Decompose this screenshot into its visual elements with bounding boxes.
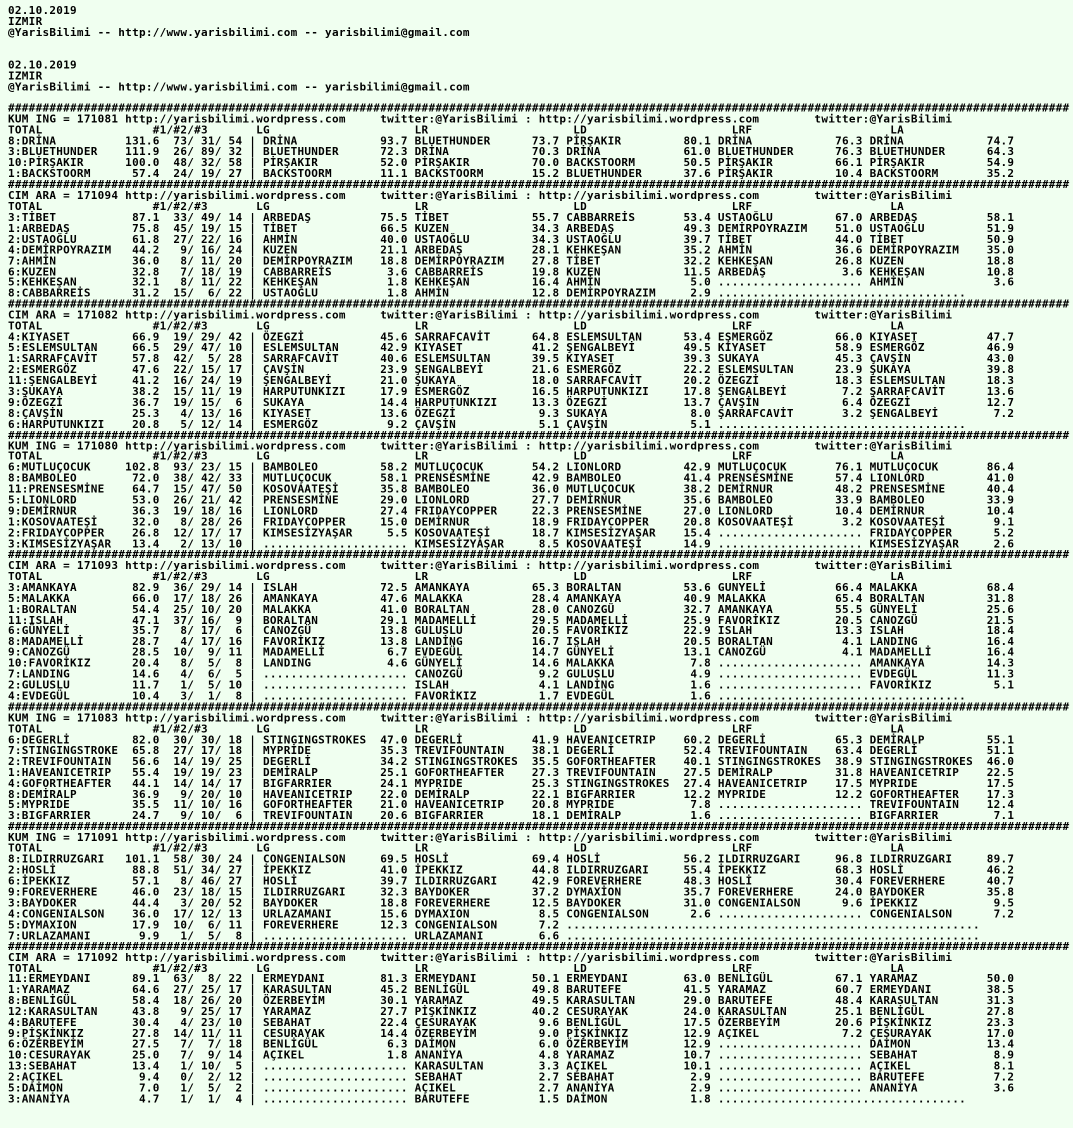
race-row: 2:FRIDAYCOPPER 26.8 12/ 17/ 17 | KIMSESİZYAŞAR 5.5 KOSOVAATEŞİ 18.7 KIMSESİZYAŞAR 15.4 ..................... FRIDAYCOPPER 5.2: [8, 526, 1015, 540]
race-title: CIM ARA = 171092 http://yarisbilimi.wordpress.com twitter:@YarisBilimi : http://yarisbilimi.wordpress.com twitter:@YarisBilimi: [8, 950, 953, 964]
race-title: CIM ARA = 171093 http://yarisbilimi.wordpress.com twitter:@YarisBilimi : http://yarisbilimi.wordpress.com twitter:@YarisBilimi: [8, 559, 953, 572]
column-header: TOTAL #1/#2/#3 LG LR LD LRF LA: [8, 841, 905, 855]
header-line: @YarisBilimi -- http://www.yarisbilimi.com -- yarisbilimi@gmail.com: [8, 80, 470, 94]
race-row: 1:YARAMAZ 64.6 27/ 25/ 17 | KARASULTAN 45.2 BENLİGÜL 49.8 BARUTEFE 41.5 YARAMAZ 60.7 ERMEYDANI 38.5: [8, 983, 1015, 997]
header-line: 02.10.2019: [8, 58, 77, 72]
race-title: CIM ARA = 171094 http://yarisbilimi.wordpress.com twitter:@YarisBilimi : http://yarisbilimi.wordpress.com twitter:@YarisBilimi: [8, 188, 953, 202]
column-header: TOTAL #1/#2/#3 LG LR LD LRF LA: [8, 199, 905, 213]
race-row: 11:ERMEYDANI 89.1 63/ 8/ 22 | ERMEYDANI 81.3 ERMEYDANI 50.1 ERMEYDANI 63.0 BENLİGÜL 67.1 YARAMAZ 50.0: [8, 972, 1015, 986]
column-header: TOTAL #1/#2/#3 LG LR LD LRF LA: [8, 123, 905, 137]
race-row: 4:CONGENIALSON 36.0 17/ 12/ 13 | URLAZAMANI 15.6 DYMAXION 8.5 CONGENIALSON 2.6 ..................... CONGENIALSON 7.2: [8, 907, 1015, 921]
race-row: 3:BAYDOKER 44.4 3/ 20/ 52 | BAYDOKER 18.8 FOREVERHERE 12.5 BAYDOKER 31.0 CONGENIALSON 9.6 İPEKKIZ 9.5: [8, 896, 1015, 910]
header-line: IZMIR: [8, 14, 43, 28]
column-header: TOTAL #1/#2/#3 LG LR LD LRF LA: [8, 569, 905, 583]
race-row: 6:KUZEN 32.8 7/ 18/ 19 | CABBARREİS 3.6 CABBARREİS 19.8 KUZEN 11.5 ARBEDAŞ 3.6 KEHKEŞAN 10.8: [8, 265, 1015, 279]
race-row: 7:URLAZAMANI 9.9 1/ 5/ 8 | ..................... URLAZAMANI 6.6 ............................................................: [8, 929, 980, 942]
header-line: [8, 50, 1073, 61]
race-row: 7:STINGINGSTROKE 65.8 27/ 17/ 18 | MYPRİDE 35.3 TREVIFOUNTAIN 38.1 DEGERLİ 52.4 TREVIFOUNTAIN 63.4 DEGERLİ 51.1: [8, 744, 1015, 757]
race-row: 8:DRİNA 131.6 73/ 31/ 54 | DRİNA 93.7 BLUETHUNDER 73.7 PİRŞAKIR 80.1 DRİNA 76.3 DRİNA 74.7: [8, 134, 1015, 148]
race-row: 9:CANOZGÜ 28.5 10/ 9/ 11 | MADAMELLİ 6.7 EVDEGÜL 14.7 GÜNYELİ 13.1 CANOZGÜ 4.1 MADAMELLİ 16.4: [8, 646, 1015, 660]
column-header: TOTAL #1/#2/#3 LG LR LD LRF LA: [8, 319, 905, 333]
race-row: 8:ÇAVŞİN 25.3 4/ 13/ 16 | KIYASET 13.6 ÖZEGZİ 9.3 SUKAYA 8.0 ŞARRAFCAVİT 3.2 ŞENGALBEYİ 7.2: [8, 406, 1015, 420]
race-row: 8:BENLİGÜL 58.4 18/ 26/ 20 | ÖZERBEYİM 30.1 YARAMAZ 49.5 KARASULTAN 29.0 BARUTEFE 48.4 KARASULTAN 31.3: [8, 994, 1015, 1008]
race-row: 9:FOREVERHERE 46.0 23/ 18/ 15 | ILDIRRUZGARI 32.3 BAYDOKER 37.2 DYMAXİON 35.7 FOREVERHERE 24.0 BAYDOKER 35.8: [8, 885, 1015, 899]
section-separator: ##########################################################################################################################################################: [8, 101, 1070, 115]
race-row: 1:KOSOVAATEŞİ 32.0 8/ 28/ 26 | FRIDAYCOPPER 15.0 DEMİRNUR 18.9 FRIDAYCOPPER 20.8 KOSOVAATEŞİ 3.2 KOSOVAATEŞİ 9.1: [8, 515, 1015, 529]
column-header: TOTAL #1/#2/#3 LG LR LD LRF LA: [8, 450, 905, 464]
race-row: 2:TREVIFOUNTAIN 56.6 14/ 19/ 25 | DEGERLİ 34.2 STINGINGSTROKES 35.5 GOFORTHEAFTER 40.1 STINGINGSTROKES 38.9 STINGINGSTROKES 46.0: [8, 754, 1015, 768]
race-row: 6:İPEKKIZ 57.1 8/ 46/ 27 | HOSLİ 39.7 ILDIRRUZGARI 42.9 FOREVERHERE 48.3 HOSLİ 30.4 FOREVERHERE 40.7: [8, 874, 1015, 888]
race-row: 2:AÇIKEL 9.4 0/ 2/ 12 | ..................... SEBAHAT 2.7 SEBAHAT 2.9 ..................... BARUTEFE 7.2: [8, 1070, 1015, 1084]
section-separator: ##########################################################################################################################################################: [8, 178, 1070, 192]
race-row: 1:ARBEDAŞ 75.8 45/ 19/ 15 | TİBET 66.5 KUZEN 34.3 ARBEDAŞ 49.3 DEMİRPOYRAZIM 51.0 USTAOĞLU 51.9: [8, 221, 1015, 235]
race-row: 5:MYPRIDE 35.5 11/ 10/ 16 | GOFORTHEAFTER 21.0 HAVEANICETRIP 20.8 MYPRIDE 7.8 ..................... TREVIFOUNTAIN 12.4: [8, 798, 1015, 812]
race-row: 11:PRENSESMİNE 64.7 15/ 47/ 50 | KOSOVAATEŞİ 35.8 BAMBOLEO 36.0 MUTLUÇOCUK 38.2 DEMİRNUR 48.2 PRENSESMİNE 40.4: [8, 482, 1015, 496]
race-row: 4:EVDEGÜL 10.4 3/ 1/ 8 | ..................... FAVORİKIZ 1.7 EVDEGÜL 1.6 ....................................: [8, 689, 967, 703]
race-row: 5:LIONLORD 53.0 26/ 21/ 42 | PRENSESMİNE 29.0 LIONLORD 27.7 DEMİRNUR 35.6 BAMBOLEO 33.9 BAMBOLEO 33.9: [8, 493, 1015, 507]
race-row: 1:BACKSTOORM 57.4 24/ 19/ 27 | BACKSTOORM 11.1 BACKSTOORM 15.2 BLUETHUNDER 37.6 PİRŞAKIR 10.4 BACKSTOORM 35.2: [8, 167, 1015, 181]
race-row: 1:SARRAFCAVİT 57.8 42/ 5/ 28 | SARRAFCAVİT 40.6 ESLEMSULTAN 39.5 KIYASET 39.3 SUKAYA 45.3 ÇAVŞİN 43.0: [8, 352, 1015, 366]
race-row: 3:BIGFARRIER 24.7 9/ 10/ 6 | TREVIFOUNTAIN 20.6 BIGFARRIER 18.1 DEMİRALP 1.6 ..................... BIGFARRIER 7.1: [8, 809, 1015, 823]
section-separator: ##########################################################################################################################################################: [8, 939, 1070, 953]
section-separator: ##########################################################################################################################################################: [8, 297, 1070, 311]
race-title: KUM ING = 171091 http://yarisbilimi.wordpress.com twitter:@YarisBilimi : http://yarisbilimi.wordpress.com twitter:@YarisBilimi: [8, 831, 953, 845]
race-row: 9:DEMİRNUR 36.3 19/ 18/ 16 | LIONLORD 27.4 FRIDAYCOPPER 22.3 PRENSESMİNE 27.0 LIONLORD 10.4 DEMİRNUR 10.4: [8, 504, 1015, 518]
race-row: 5:DAİMON 7.0 1/ 5/ 2 | ..................... AÇIKEL 2.7 ANANİYA 2.9 ..................... ANANİYA 3.6: [8, 1081, 1015, 1095]
header-line: @YarisBilimi -- http://www.yarisbilimi.com -- yarisbilimi@gmail.com: [8, 25, 470, 39]
race-row: 1:BORALTAN 54.4 25/ 10/ 20 | MALAKKA 41.0 BORALTAN 28.0 CANOZGÜ 32.7 AMANKAYA 55.5 GÜNYELİ 25.6: [8, 602, 1015, 616]
race-row: 12:KARASULTAN 43.8 9/ 25/ 17 | YARAMAZ 27.7 PİŞKİNKIZ 40.2 CESURAYAK 24.0 KARASULTAN 25.1 BENLİGÜL 27.8: [8, 1005, 1015, 1019]
race-row: 6:MUTLUÇOCUK 102.8 93/ 23/ 15 | BAMBOLEO 58.2 MUTLUÇOCUK 54.2 LIONLORD 42.9 MUTLUÇOCUK 76.1 MUTLUÇOCUK 86.4: [8, 461, 1015, 474]
race-row: 8:MADAMELLİ 28.7 4/ 17/ 16 | FAVORİKIZ 13.8 LANDİNG 16.7 ISLAH 20.5 BORALTAN 4.1 LANDING 16.4: [8, 635, 1015, 649]
race-row: 2:USTAOĞLU 61.8 27/ 22/ 16 | AHMİN 40.0 USTAOĞLU 34.3 USTAOĞLU 39.7 TİBET 44.0 TİBET 50.9: [8, 232, 1015, 246]
section-separator: ##########################################################################################################################################################: [8, 700, 1070, 714]
race-row: 6:ÖZERBEYİM 27.5 7/ 7/ 18 | BENLİGÜL 6.3 DAİMON 6.0 ÖZERBEYİM 12.9 ..................... DAİMON 13.4: [8, 1037, 1015, 1051]
race-row: 10:PİRŞAKIR 100.0 48/ 32/ 58 | PİRŞAKIR 52.0 PİRŞAKIR 70.0 BACKSTOORM 50.5 PİRŞAKIR 66.1 PİRŞAKIR 54.9: [8, 156, 1015, 170]
race-row: 13:SEBAHAT 13.4 1/ 10/ 5 | ..................... KARASULTAN 3.3 AÇIKEL 10.1 ..................... AÇIKEL 8.1: [8, 1059, 1015, 1073]
race-row: 4:GOFORTHEAFTER 44.1 14/ 14/ 17 | BIGFARRIER 24.1 MYPRIDE 25.3 STINGINGSTROKES 27.4 HAVEANICETRIP 17.5 MYPRIDE 17.5: [8, 776, 1015, 790]
section-separator: ##########################################################################################################################################################: [8, 548, 1070, 562]
race-row: 8:DEMİRALP 36.9 9/ 20/ 10 | HAVEANICETRIP 22.0 DEMİRALP 22.1 BIGFARRIER 12.2 MYPRIDE 12.2 GOFORTHEAFTER 17.3: [8, 787, 1015, 801]
race-row: 2:ESMERGÖZ 47.6 22/ 15/ 17 | ÇAVŞİN 23.9 ŞENGALBEYİ 21.6 ESMERGÖZ 22.2 ESLEMSULTAN 23.9 ŞUKAYA 39.8: [8, 363, 1015, 377]
race-row: 3:TİBET 87.1 33/ 49/ 14 | ARBEDAŞ 75.5 TİBET 55.7 CABBARREİS 53.4 USTAOĞLU 67.0 ARBEDAŞ 58.1: [8, 210, 1015, 224]
race-row: 5:ESLEMSULTAN 66.5 29/ 47/ 10 | ESLEMSULTAN 42.9 KIYASET 41.2 ŞENGALBEYİ 49.5 KIYASET 58.9 ESMERGÖZ 46.9: [8, 341, 1015, 355]
race-title: KUM ING = 171081 http://yarisbilimi.wordpress.com twitter:@YarisBilimi : http://yarisbilimi.wordpress.com twitter:@YarisBilimi: [8, 112, 953, 126]
race-row: 6:HARPUTUNKIZI 20.8 5/ 12/ 14 | ESMERGÖZ 9.2 ÇAVŞİN 5.1 ÇAVŞİN 5.1 ....................................: [8, 417, 967, 431]
race-row: 3:ANANİYA 4.7 1/ 1/ 4 | ..................... BARUTEFE 1.5 DAİMON 1.8 ....................................: [8, 1092, 967, 1106]
race-row: 7:LANDING 14.6 4/ 6/ 5 | ..................... CANOZGÜ 9.2 GULUSLU 4.9 ..................... EVDEGÜL 11.3: [8, 667, 1015, 681]
section-separator: ##########################################################################################################################################################: [8, 428, 1070, 442]
race-row: 3:KIMSESİZYAŞAR 13.4 2/ 13/ 10 | ..................... KIMSESİZYAŞAR 8.5 KOSOVAATEŞİ 14.9 ..................... KIMSESİZYAŞAR 2.6: [8, 537, 1015, 551]
race-title: KUM ING = 171083 http://yarisbilimi.wordpress.com twitter:@YarisBilimi : http://yarisbilimi.wordpress.com twitter:@YarisBilimi: [8, 711, 953, 725]
race-row: 5:MALAKKA 66.0 17/ 18/ 26 | AMANKAYA 47.6 MALAKKA 28.4 AMANKAYA 40.9 MALAKKA 65.4 BORALTAN 31.8: [8, 591, 1015, 605]
race-row: 4:BARUTEFE 30.4 4/ 23/ 10 | SEBAHAT 22.4 ÇESURAYAK 9.6 BENLİGÜL 17.5 ÖZERBEYİM 20.6 PİŞKİNKIZ 23.3: [8, 1016, 1015, 1030]
race-row: 5:KEHKEŞAN 32.1 8/ 11/ 22 | KEHKEŞAN 1.8 KEHKEŞAN 16.4 AHMİN 5.0 ..................... AHMİN 3.6: [8, 276, 1015, 289]
race-row: 8:CABBARREİS 31.2 15/ 6/ 22 | USTAOĞLU 1.8 AHMİN 12.8 DEMİRPOYRAZIM 2.9 ....................................: [8, 286, 967, 300]
race-row: 3:ŞUKAYA 38.2 15/ 11/ 19 | HARPUTUNKIZI 17.9 ESMERGÖZ 16.5 HARPUTUNKIZI 17.8 ŞENGALBEYİ 7.2 ŞARRAFCAVİT 13.6: [8, 384, 1015, 398]
race-row: 6:DEGERLİ 82.0 30/ 30/ 18 | STINGINGSTROKES 47.0 DEGERLİ 41.9 HAVEANICETRIP 60.2 DEGERLİ 65.3 DEMİRALP 55.1: [8, 733, 1015, 747]
race-row: 9:PİŞKİNKIZ 27.8 14/ 11/ 11 | CESURAYAK 14.4 ÖZERBEYİM 9.0 PİŞKİNKIZ 12.9 AÇIKEL 7.2 ÇESURAYAK 17.0: [8, 1026, 1015, 1040]
race-row: 6:GÜNYELİ 35.7 8/ 17/ 6 | CANOZGÜ 13.8 GULUSLU 20.5 FAVORİKIZ 22.9 ISLAH 13.3 ISLAH 18.4: [8, 624, 1015, 638]
race-row: 4:KIYASET 66.9 19/ 29/ 42 | ÖZEGZİ 45.6 SARRAFCAVİT 64.8 ESLEMSULTAN 53.4 EŞMERGÖZ 66.0 KIYASET 47.7: [8, 330, 1015, 344]
race-row: 5:DYMAXION 17.9 10/ 6/ 11 | FOREVERHERE 12.3 CONGENIALSON 7.2 ............................................................: [8, 918, 980, 932]
race-row: 10:CESURAYAK 25.0 7/ 9/ 14 | AÇIKEL 1.8 ANANİYA 4.8 YARAMAZ 10.7 ..................... SEBAHAT 8.9: [8, 1048, 1015, 1062]
header-line: [8, 39, 1073, 50]
race-row: 9:ÖZEGZİ 36.7 19/ 15/ 6 | SUKAYA 14.4 HARPUTUNKIZI 13.3 ÖZEGZİ 13.7 ÇAVŞİN 6.4 ÖZEGZİ 12.7: [8, 395, 1015, 409]
race-row: 2:HOSLİ 88.8 51/ 34/ 27 | İPEKKIZ 41.0 İPEKKIZ 44.8 ILDIRRUZGARI 55.4 İPEKKIZ 68.3 HOSLİ 46.2: [8, 863, 1015, 877]
race-row: 10:FAVORİKIZ 20.4 8/ 5/ 8 | LANDING 4.6 GÜNYELİ 14.6 MALAKKA 7.8 ..................... AMANKAYA 14.3: [8, 656, 1015, 670]
race-row: 3:AMANKAYA 82.9 36/ 29/ 14 | ISLAH 72.5 AMANKAYA 65.3 BORALTAN 53.6 GUNYELİ 66.4 MALAKKA 68.4: [8, 580, 1015, 594]
header-line: IZMIR: [8, 69, 43, 83]
race-row: 1:HAVEANICETRIP 55.4 19/ 19/ 23 | DEMİRALP 25.1 GOFORTHEAFTER 27.3 TREVIFOUNTAIN 27.5 DEMİRALP 31.8 HAVEANICETRIP 22.5: [8, 765, 1015, 779]
race-title: CIM ARA = 171082 http://yarisbilimi.wordpress.com twitter:@YarisBilimi : http://yarisbilimi.wordpress.com twitter:@YarisBilimi: [8, 308, 953, 322]
column-header: TOTAL #1/#2/#3 LG LR LD LRF LA: [8, 722, 905, 736]
race-row: 8:BAMBOLEO 72.0 38/ 42/ 33 | MUTLUÇOCUK 58.1 PRENSESMİNE 42.9 BAMBOLEO 41.4 PRENSESMİNE 57.4 LIONLORD 41.0: [8, 471, 1015, 485]
section-separator: ##########################################################################################################################################################: [8, 820, 1070, 834]
race-row: 7:AHMİN 36.0 8/ 11/ 20 | DEMİRPOYRAZIM 18.8 DEMİRPOYRAZIM 27.8 TİBET 32.2 KEHKEŞAN 26.8 KUZEN 18.8: [8, 254, 1015, 268]
race-title: KUM ING = 171080 http://yarisbilimi.wordpress.com twitter:@YarisBilimi : http://yarisbilimi.wordpress.com twitter:@YarisBilimi: [8, 439, 953, 453]
race-row: 11:ŞENGALBEYİ 41.2 16/ 24/ 19 | ŞENGALBEYİ 21.0 ŞUKAYA 18.0 SARRAFCAVİT 20.2 ÖZEGZİ 18.3 ESLEMSULTAN 18.3: [8, 373, 1015, 387]
header-line: 02.10.2019: [8, 3, 77, 17]
race-row: 8:ILDIRRUZGARI 101.1 58/ 30/ 24 | CONGENIALSON 69.5 HOSLİ 69.4 HOSLİ 56.2 ILDIRRUZGARI 96.8 ILDIRRUZGARI 89.7: [8, 852, 1015, 866]
race-row: 4:DEMİRPOYRAZIM 44.2 9/ 16/ 24 | KUZEN 21.1 ARBEDAŞ 28.1 KEHKEŞAN 35.2 AHMİN 36.6 DEMİRPOYRAZIM 35.0: [8, 243, 1015, 257]
column-header: TOTAL #1/#2/#3 LG LR LD LRF LA: [8, 961, 905, 975]
race-row: 11:ISLAH 47.1 37/ 16/ 9 | BORALTAN 29.1 MADAMELLİ 29.5 MADAMELLİ 25.9 FAVORİKIZ 20.5 CANOZGÜ 21.5: [8, 613, 1015, 627]
race-row: 3:BLUETHUNDER 111.9 26/ 89/ 32 | BLUETHUNDER 72.3 DRİNA 70.3 DRİNA 61.0 BLUETHUNDER 76.3 BLUETHUNDER 64.3: [8, 145, 1015, 159]
race-row: 2:GULUSLU 11.7 1/ 5/ 10 | ..................... ISLAH 4.1 LANDİNG 1.6 ..................... FAVORİKIZ 5.1: [8, 678, 1015, 692]
